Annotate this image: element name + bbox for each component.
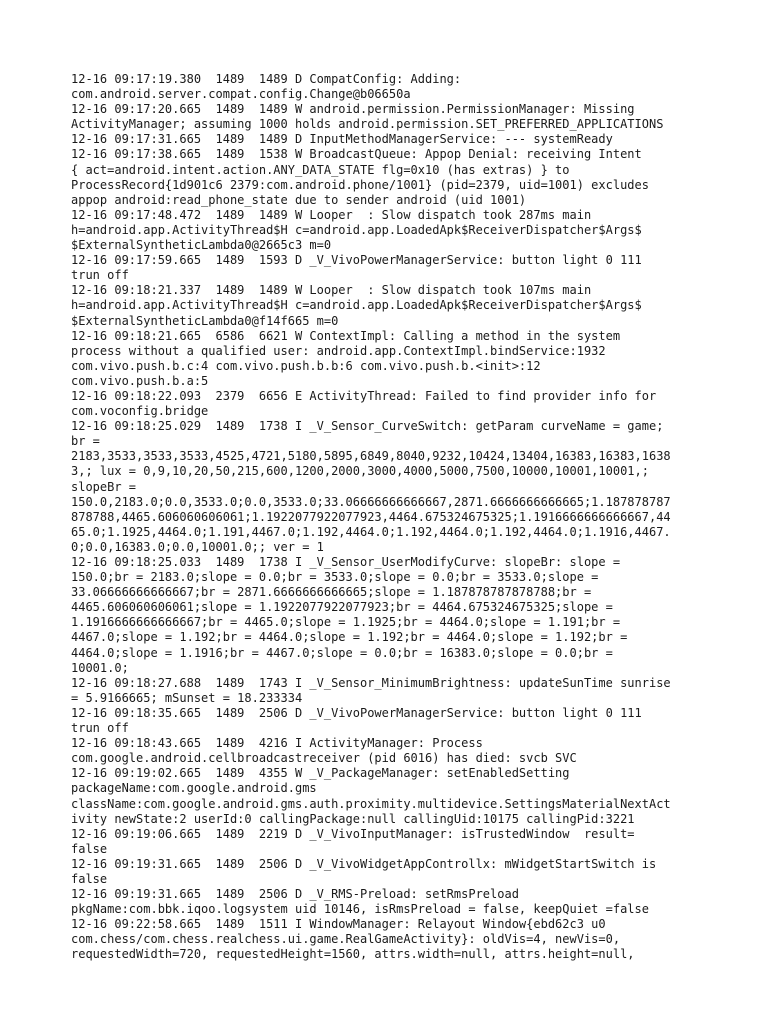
log-line: 12-16 09:18:35.665 1489 2506 D _V_VivoPowerManagerService: button light 0 111 <box>71 705 642 720</box>
log-line: com.vivo.push.b.c:4 com.vivo.push.b.b:6 com.vivo.push.b.<init>:12 <box>71 358 541 373</box>
log-line: 12-16 09:22:58.665 1489 1511 I WindowManager: Relayout Window{ebd62c3 u0 <box>71 917 606 932</box>
log-line: 12-16 09:17:31.665 1489 1489 D InputMethodManagerService: --- systemReady <box>71 132 613 147</box>
log-line: 65.0;1.1925,4464.0;1.191,4467.0;1.192,4464.0;1.192,4464.0;1.192,4464.0;1.1916,4467. <box>71 524 671 539</box>
log-line: 12-16 09:19:02.665 1489 4355 W _V_PackageManager: setEnabledSetting <box>71 766 570 781</box>
log-document <box>71 72 701 963</box>
log-line: 4464.0;slope = 1.1916;br = 4467.0;slope = 0.0;br = 16383.0;slope = 0.0;br = <box>71 645 613 660</box>
log-line: trun off <box>71 721 129 736</box>
log-line: slopeBr = <box>71 479 137 494</box>
log-line: 12-16 09:19:31.665 1489 2506 D _V_VivoWidgetAppControllx: mWidgetStartSwitch is <box>71 856 657 871</box>
log-line: 33.06666666666667;br = 2871.6666666666665;slope = 1.187878787878788;br = <box>71 585 592 600</box>
log-line: 4465.606060606061;slope = 1.1922077922077923;br = 4464.675324675325;slope = <box>71 600 613 615</box>
log-line: 12-16 09:17:59.665 1489 1593 D _V_VivoPowerManagerService: button light 0 111 <box>71 253 642 268</box>
log-line: pkgName:com.bbk.iqoo.logsystem uid 10146, isRmsPreload = false, keepQuiet =false <box>71 902 649 917</box>
log-line: com.google.android.cellbroadcastreceiver (pid 6016) has died: svcb SVC <box>71 751 577 766</box>
log-line: com.android.server.compat.config.Change@b06650a <box>71 87 411 102</box>
log-line: 150.0,2183.0;0.0,3533.0;0.0,3533.0;33.06666666666667,2871.6666666666665;1.187878787 <box>71 494 671 509</box>
log-line: false <box>71 871 108 886</box>
log-line: 3,; lux = 0,9,10,20,50,215,600,1200,2000,3000,4000,5000,7500,10000,10001,10001,; <box>71 464 649 479</box>
log-line: 878788,4465.606060606061;1.1922077922077923,4464.675324675325;1.1916666666666667,44 <box>71 509 671 524</box>
log-line: 12-16 09:18:21.337 1489 1489 W Looper : Slow dispatch took 107ms main <box>71 283 592 298</box>
log-line: com.voconfig.bridge <box>71 404 209 419</box>
log-line: ActivityManager; assuming 1000 holds android.permission.SET_PREFERRED_APPLICATIONS <box>71 117 664 132</box>
log-line: appop android:read_phone_state due to sender android (uid 1001) <box>71 192 527 207</box>
log-line: className:com.google.android.gms.auth.proximity.multidevice.SettingsMaterialNextAct <box>71 796 671 811</box>
log-line: 12-16 09:17:19.380 1489 1489 D CompatConfig: Adding: <box>71 72 462 86</box>
log-line: $ExternalSyntheticLambda0@2665c3 m=0 <box>71 238 332 253</box>
log-line: ProcessRecord{1d901c6 2379:com.android.phone/1001} (pid=2379, uid=1001) excludes <box>71 177 649 192</box>
log-line: { act=android.intent.action.ANY_DATA_STATE flg=0x10 (has extras) } to <box>71 162 570 177</box>
log-line: $ExternalSyntheticLambda0@f14f665 m=0 <box>71 313 339 328</box>
log-line: requestedWidth=720, requestedHeight=1560, attrs.width=null, attrs.height=null, <box>71 947 635 962</box>
log-line: 12-16 09:18:43.665 1489 4216 I ActivityManager: Process <box>71 736 483 751</box>
log-line: 150.0;br = 2183.0;slope = 0.0;br = 3533.0;slope = 0.0;br = 3533.0;slope = <box>71 570 599 585</box>
log-line: 12-16 09:18:27.688 1489 1743 I _V_Sensor_MinimumBrightness: updateSunTime sunrise <box>71 675 671 690</box>
log-line: 4467.0;slope = 1.192;br = 4464.0;slope = 1.192;br = 4464.0;slope = 1.192;br = <box>71 630 628 645</box>
log-line: 12-16 09:17:38.665 1489 1538 W BroadcastQueue: Appop Denial: receiving Intent <box>71 147 642 162</box>
log-line: com.vivo.push.b.a:5 <box>71 373 209 388</box>
log-line: h=android.app.ActivityThread$H c=android.app.LoadedApk$ReceiverDispatcher$Args$ <box>71 298 642 313</box>
log-line: com.chess/com.chess.realchess.ui.game.RealGameActivity}: oldVis=4, newVis=0, <box>71 932 621 947</box>
log-line: br = <box>71 434 100 449</box>
log-line: 12-16 09:18:21.665 6586 6621 W ContextImpl: Calling a method in the system <box>71 328 621 343</box>
log-line: false <box>71 841 108 856</box>
log-line: 12-16 09:18:25.029 1489 1738 I _V_Sensor_CurveSwitch: getParam curveName = game; <box>71 419 664 434</box>
log-line: trun off <box>71 268 129 283</box>
log-line: process without a qualified user: android.app.ContextImpl.bindService:1932 <box>71 343 606 358</box>
log-line: 12-16 09:18:25.033 1489 1738 I _V_Sensor_UserModifyCurve: slopeBr: slope = <box>71 555 621 569</box>
log-line: 12-16 09:17:20.665 1489 1489 W android.permission.PermissionManager: Missing <box>71 102 635 117</box>
log-line: 12-16 09:17:48.472 1489 1489 W Looper : Slow dispatch took 287ms main <box>71 207 592 222</box>
log-line: = 5.9166665; mSunset = 18.233334 <box>71 690 303 705</box>
log-line: h=android.app.ActivityThread$H c=android.app.LoadedApk$ReceiverDispatcher$Args$ <box>71 222 642 237</box>
log-line: packageName:com.google.android.gms <box>71 781 317 796</box>
log-line: 12-16 09:19:31.665 1489 2506 D _V_RMS-Preload: setRmsPreload <box>71 887 519 902</box>
log-line: ivity newState:2 userId:0 callingPackage:null callingUid:10175 callingPid:3221 <box>71 811 635 826</box>
log-line: 12-16 09:18:22.093 2379 6656 E ActivityThread: Failed to find provider info for <box>71 388 657 403</box>
log-line: 10001.0; <box>71 660 129 675</box>
log-line: 2183,3533,3533,3533,4525,4721,5180,5895,6849,8040,9232,10424,13404,16383,16383,1638 <box>71 449 671 464</box>
log-line: 0;0.0,16383.0;0.0,10001.0;; ver = 1 <box>71 539 324 554</box>
log-line: 1.1916666666666667;br = 4465.0;slope = 1.1925;br = 4464.0;slope = 1.191;br = <box>71 615 621 630</box>
log-line: 12-16 09:19:06.665 1489 2219 D _V_VivoInputManager: isTrustedWindow result= <box>71 826 635 841</box>
